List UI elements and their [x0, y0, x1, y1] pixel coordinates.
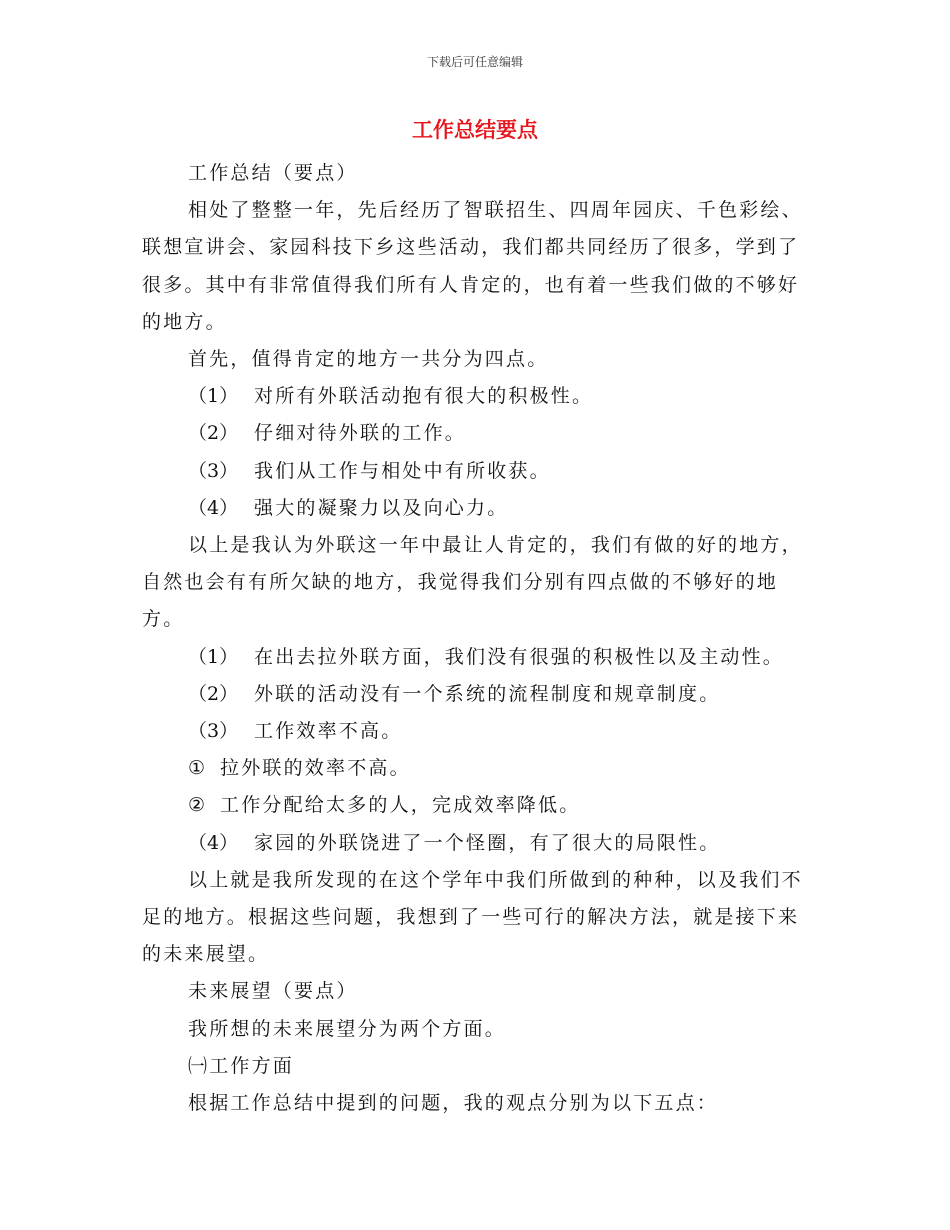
list-text: 对所有外联活动抱有很大的积极性。	[254, 385, 594, 408]
list-item	[142, 453, 812, 490]
document-title: 工作总结要点	[412, 118, 538, 142]
paragraph-positives-intro: 首先，值得肯定的地方一共分为四点。	[188, 348, 549, 371]
paragraph-intro: 相处了整整一年，先后经历了智联招生、四周年园庆、千色彩绘、联想宣讲会、家园科技下乡这些活动，我们都共同经历了很多，学到了很多。其中有非常值得我们所有人肯定的，也有着一些我们做的不够好的地方。	[142, 199, 803, 333]
sub-list-number: ①	[188, 757, 206, 780]
list-number: （1）	[188, 645, 239, 668]
sub-list-text: 工作分配给太多的人，完成效率降低。	[220, 794, 581, 817]
section-heading-outlook: 未来展望（要点）	[188, 980, 358, 1003]
list-item	[142, 378, 812, 415]
list-item	[142, 639, 812, 676]
list-text: 家园的外联饶进了一个怪圈，有了很大的局限性。	[254, 831, 721, 854]
list-number: （3）	[188, 459, 239, 482]
list-number: （2）	[188, 682, 239, 705]
list-text: 在出去拉外联方面，我们没有很强的积极性以及主动性。	[254, 645, 785, 668]
subsection-heading-work: ㈠工作方面	[188, 1054, 295, 1077]
sub-list-item	[142, 787, 812, 824]
paragraph-shortcomings-intro: 以上是我认为外联这一年中最让人肯定的，我们有做的好的地方，自然也会有有所欠缺的地方，我觉得我们分别有四点做的不够好的地方。	[142, 534, 803, 631]
list-item	[142, 825, 812, 862]
list-item	[142, 490, 812, 527]
list-number: （3）	[188, 720, 239, 743]
list-text: 工作效率不高。	[254, 720, 403, 743]
list-number: （2）	[188, 422, 239, 445]
list-number: （4）	[188, 496, 239, 519]
list-item	[142, 676, 812, 713]
list-text: 仔细对待外联的工作。	[254, 422, 467, 445]
list-text: 外联的活动没有一个系统的流程制度和规章制度。	[254, 682, 721, 705]
list-item	[142, 415, 812, 452]
sub-list-text: 拉外联的效率不高。	[220, 757, 411, 780]
header-note: 下载后可任意编辑	[426, 55, 523, 69]
paragraph-transition: 以上就是我所发现的在这个学年中我们所做到的种种，以及我们不足的地方。根据这些问题，我想到了一些可行的解决方法，就是接下来的未来展望。	[142, 868, 803, 966]
list-item	[142, 713, 812, 750]
list-text: 我们从工作与相处中有所收获。	[254, 459, 551, 482]
list-number: （1）	[188, 385, 239, 408]
document-body	[142, 155, 812, 1122]
section-heading-summary: 工作总结（要点）	[188, 162, 358, 184]
sub-list-number: ②	[188, 794, 206, 817]
sub-list-item	[142, 750, 812, 787]
paragraph-outlook-intro: 我所想的未来展望分为两个方面。	[188, 1017, 507, 1040]
list-number: （4）	[188, 831, 239, 854]
list-text: 强大的凝聚力以及向心力。	[254, 496, 509, 519]
paragraph-five-points: 根据工作总结中提到的问题，我的观点分别为以下五点：	[188, 1092, 719, 1115]
